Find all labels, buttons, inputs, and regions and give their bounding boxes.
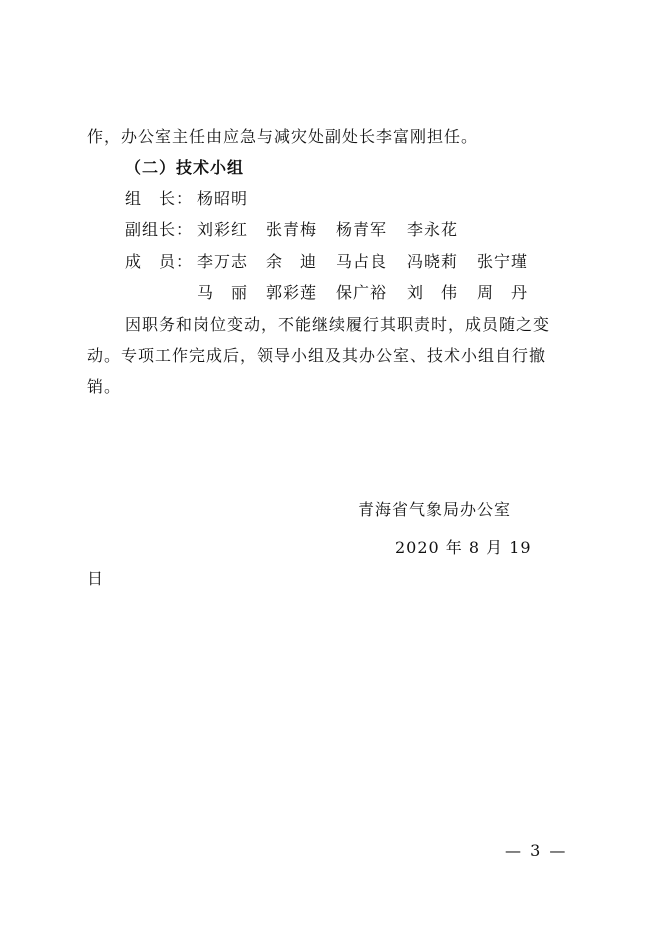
leader-name: 杨昭明	[197, 189, 249, 208]
members-label: 成 员：	[125, 252, 194, 271]
deputy-name: 李永花	[407, 220, 459, 239]
signature-date-tail: 日	[87, 569, 105, 588]
body-line-1: 作，办公室主任由应急与减灾处副处长李富刚担任。	[87, 127, 479, 146]
signature-date: 2020 年 8 月 19	[395, 538, 532, 557]
member-name: 李万志	[197, 252, 249, 271]
deputy-name: 杨青军	[336, 220, 388, 239]
member-name: 余 迪	[266, 252, 318, 271]
member-name: 马占良	[336, 252, 388, 271]
deputy-name: 张青梅	[266, 220, 318, 239]
deputy-label: 副组长：	[125, 220, 194, 239]
member-name: 张宁瑾	[477, 252, 529, 271]
member-name: 周 丹	[477, 283, 529, 302]
member-name: 保广裕	[336, 283, 388, 302]
deputy-name: 刘彩红	[197, 220, 249, 239]
member-name: 刘 伟	[407, 283, 459, 302]
paragraph-line: 因职务和岗位变动，不能继续履行其职责时，成员随之变	[125, 315, 551, 334]
section-heading: （二）技术小组	[125, 158, 245, 177]
page-number: — 3 —	[505, 841, 568, 860]
member-name: 马 丽	[197, 283, 249, 302]
paragraph-line: 销。	[87, 377, 122, 396]
member-name: 郭彩莲	[266, 283, 318, 302]
member-name: 冯晓莉	[407, 252, 459, 271]
paragraph-line: 动。专项工作完成后，领导小组及其办公室、技术小组自行撤	[87, 346, 547, 365]
signature-org: 青海省气象局办公室	[358, 500, 512, 519]
leader-label: 组 长：	[125, 189, 194, 208]
